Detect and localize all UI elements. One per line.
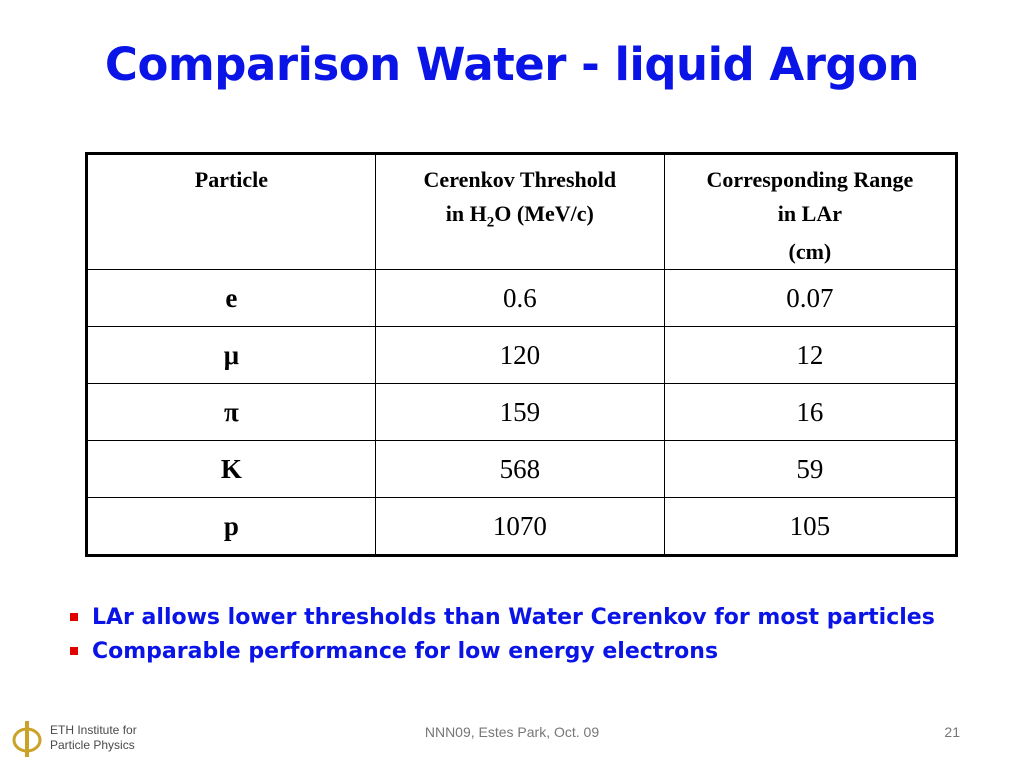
range-cell: 12 bbox=[664, 327, 956, 384]
table-row bbox=[87, 498, 957, 556]
table-row bbox=[87, 270, 957, 327]
threshold-cell: 120 bbox=[375, 327, 664, 384]
header-threshold-subscript: 2 bbox=[486, 214, 495, 231]
header-range-line2: in LAr bbox=[777, 201, 842, 226]
header-range-line1: Corresponding Range bbox=[706, 167, 914, 192]
page-number: 21 bbox=[944, 724, 960, 740]
comparison-table bbox=[85, 152, 958, 557]
bullet-list bbox=[70, 600, 935, 668]
particle-cell: μ bbox=[87, 327, 376, 384]
table-row bbox=[87, 384, 957, 441]
bullet-square-icon bbox=[70, 613, 78, 621]
range-cell: 59 bbox=[664, 441, 956, 498]
header-corresponding-range bbox=[664, 154, 956, 270]
header-particle bbox=[87, 154, 376, 270]
threshold-cell: 159 bbox=[375, 384, 664, 441]
bullet-text: LAr allows lower thresholds than Water Cerenkov for most particles bbox=[92, 604, 935, 630]
threshold-cell: 568 bbox=[375, 441, 664, 498]
header-particle-label: Particle bbox=[194, 167, 269, 192]
header-range-unit: (cm) bbox=[788, 239, 832, 264]
slide-title: Comparison Water - liquid Argon bbox=[104, 38, 920, 91]
table-header-row bbox=[87, 154, 957, 270]
footer-event: NNN09, Estes Park, Oct. 09 bbox=[424, 724, 600, 740]
header-threshold-line1: Cerenkov Threshold bbox=[423, 167, 617, 192]
range-cell: 105 bbox=[664, 498, 956, 556]
range-cell: 0.07 bbox=[664, 270, 956, 327]
bullet-item bbox=[70, 600, 935, 634]
table-row bbox=[87, 327, 957, 384]
particle-cell: K bbox=[87, 441, 376, 498]
logo-line2: Particle Physics bbox=[50, 738, 135, 752]
logo-line1: ETH Institute for bbox=[50, 723, 137, 737]
particle-cell: π bbox=[87, 384, 376, 441]
header-threshold-prefix: in H bbox=[445, 201, 487, 226]
particle-cell: e bbox=[87, 270, 376, 327]
particle-cell: p bbox=[87, 498, 376, 556]
header-threshold-suffix: O (MeV/c) bbox=[494, 201, 594, 226]
header-threshold-line2 bbox=[445, 201, 594, 231]
threshold-cell: 1070 bbox=[375, 498, 664, 556]
bullet-square-icon bbox=[70, 647, 78, 655]
threshold-cell: 0.6 bbox=[375, 270, 664, 327]
table-row bbox=[87, 441, 957, 498]
header-cerenkov-threshold bbox=[375, 154, 664, 270]
range-cell: 16 bbox=[664, 384, 956, 441]
bullet-text: Comparable performance for low energy electrons bbox=[92, 638, 719, 664]
bullet-item bbox=[70, 634, 935, 668]
